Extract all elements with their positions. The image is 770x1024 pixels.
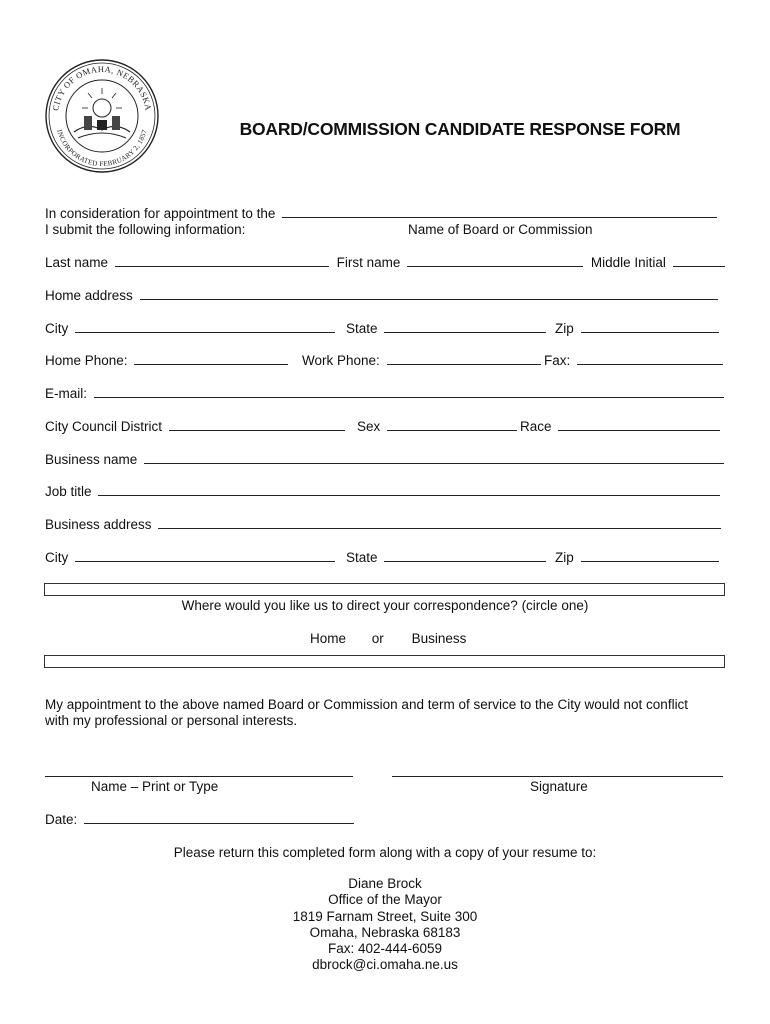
middle-initial-label: Middle Initial <box>590 255 666 270</box>
address-fax: Fax: 402-444-6059 <box>327 941 443 957</box>
intro-label: In consideration for appointment to the <box>45 206 276 221</box>
option-business[interactable]: Business <box>411 631 467 646</box>
business-city-label: City <box>45 550 69 565</box>
home-phone-label: Home Phone: <box>45 353 128 368</box>
home-address-row <box>45 288 718 304</box>
fax-label: Fax: <box>544 353 571 368</box>
fax-row <box>544 353 723 369</box>
board-caption: Name of Board or Commission <box>408 222 593 237</box>
svg-text:CITY OF OMAHA, NEBRASKA <box>50 64 154 112</box>
date-row <box>45 812 354 828</box>
city-field[interactable] <box>75 321 335 333</box>
sex-label: Sex <box>357 419 381 434</box>
state-field[interactable] <box>384 321 546 333</box>
correspondence-options <box>310 631 466 647</box>
city-seal-icon <box>44 58 160 174</box>
business-name-label: Business name <box>45 452 138 467</box>
job-title-label: Job title <box>45 484 92 499</box>
address-name: Diane Brock <box>348 876 422 891</box>
council-district-label: City Council District <box>45 419 163 434</box>
statement-line-1: My appointment to the above named Board or Commission and term of service to the City would not conflict <box>45 697 689 712</box>
signature-caption: Signature <box>530 779 588 794</box>
intro-line-2: I submit the following information: <box>45 222 246 237</box>
race-label: Race <box>520 419 552 434</box>
printed-name-field[interactable] <box>45 776 353 777</box>
zip-label: Zip <box>555 321 574 336</box>
business-address-field[interactable] <box>158 517 721 529</box>
date-label: Date: <box>45 812 78 827</box>
home-address-label: Home address <box>45 288 133 303</box>
business-name-field[interactable] <box>144 452 724 464</box>
middle-initial-field[interactable] <box>673 255 725 267</box>
business-zip-row <box>555 550 719 566</box>
city-row <box>45 321 335 337</box>
sex-field[interactable] <box>387 419 517 431</box>
section-divider-top <box>44 583 725 596</box>
seal-ring-text: CITY OF OMAHA, NEBRASKA <box>50 63 154 112</box>
zip-row <box>555 321 719 337</box>
job-title-field[interactable] <box>98 484 720 496</box>
business-address-label: Business address <box>45 517 152 532</box>
name-row <box>45 255 725 271</box>
job-title-row <box>45 484 720 500</box>
email-label: E-mail: <box>45 386 88 401</box>
statement-line-2: with my professional or personal interests. <box>45 713 298 728</box>
option-home[interactable]: Home <box>310 631 347 646</box>
email-field[interactable] <box>94 386 724 398</box>
first-name-label: First name <box>336 255 401 270</box>
sex-row <box>357 419 517 435</box>
business-city-row <box>45 550 335 566</box>
business-address-row <box>45 517 721 533</box>
first-name-field[interactable] <box>407 255 583 267</box>
business-state-field[interactable] <box>384 550 546 562</box>
state-label: State <box>346 321 378 336</box>
board-name-field[interactable] <box>282 206 717 218</box>
council-district-field[interactable] <box>169 419 345 431</box>
business-zip-field[interactable] <box>581 550 719 562</box>
race-row <box>520 419 720 435</box>
date-field[interactable] <box>84 812 354 824</box>
home-address-field[interactable] <box>140 288 718 300</box>
work-phone-row <box>302 353 541 369</box>
correspondence-question: Where would you like us to direct your correspondence? (circle one) <box>181 598 589 613</box>
work-phone-field[interactable] <box>387 353 541 365</box>
city-label: City <box>45 321 69 336</box>
seal-lower-text: INCORPORATED FEBRUARY 2, 1857 <box>55 128 149 169</box>
home-phone-row <box>45 353 288 369</box>
last-name-field[interactable] <box>115 255 329 267</box>
section-divider-bottom <box>44 655 725 668</box>
intro-line-1 <box>45 206 717 222</box>
address-city: Omaha, Nebraska 68183 <box>309 924 461 940</box>
mailing-address <box>0 876 770 974</box>
home-phone-field[interactable] <box>134 353 288 365</box>
address-street: 1819 Farnam Street, Suite 300 <box>292 908 478 924</box>
work-phone-label: Work Phone: <box>302 353 380 368</box>
fax-field[interactable] <box>577 353 723 365</box>
business-state-row <box>346 550 546 566</box>
state-row <box>346 321 546 337</box>
option-or: or <box>371 631 384 646</box>
district-row <box>45 419 345 435</box>
business-state-label: State <box>346 550 378 565</box>
business-city-field[interactable] <box>75 550 335 562</box>
business-zip-label: Zip <box>555 550 574 565</box>
address-office: Office of the Mayor <box>328 892 442 908</box>
zip-field[interactable] <box>581 321 719 333</box>
return-instructions: Please return this completed form along with a copy of your resume to: <box>173 845 597 860</box>
form-title: BOARD/COMMISSION CANDIDATE RESPONSE FORM <box>239 119 681 139</box>
signature-field[interactable] <box>392 776 723 777</box>
business-name-row <box>45 452 724 468</box>
email-row <box>45 386 724 402</box>
address-email[interactable]: dbrock@ci.omaha.ne.us <box>312 957 458 973</box>
race-field[interactable] <box>558 419 720 431</box>
last-name-label: Last name <box>45 255 109 270</box>
name-caption: Name – Print or Type <box>91 779 219 794</box>
